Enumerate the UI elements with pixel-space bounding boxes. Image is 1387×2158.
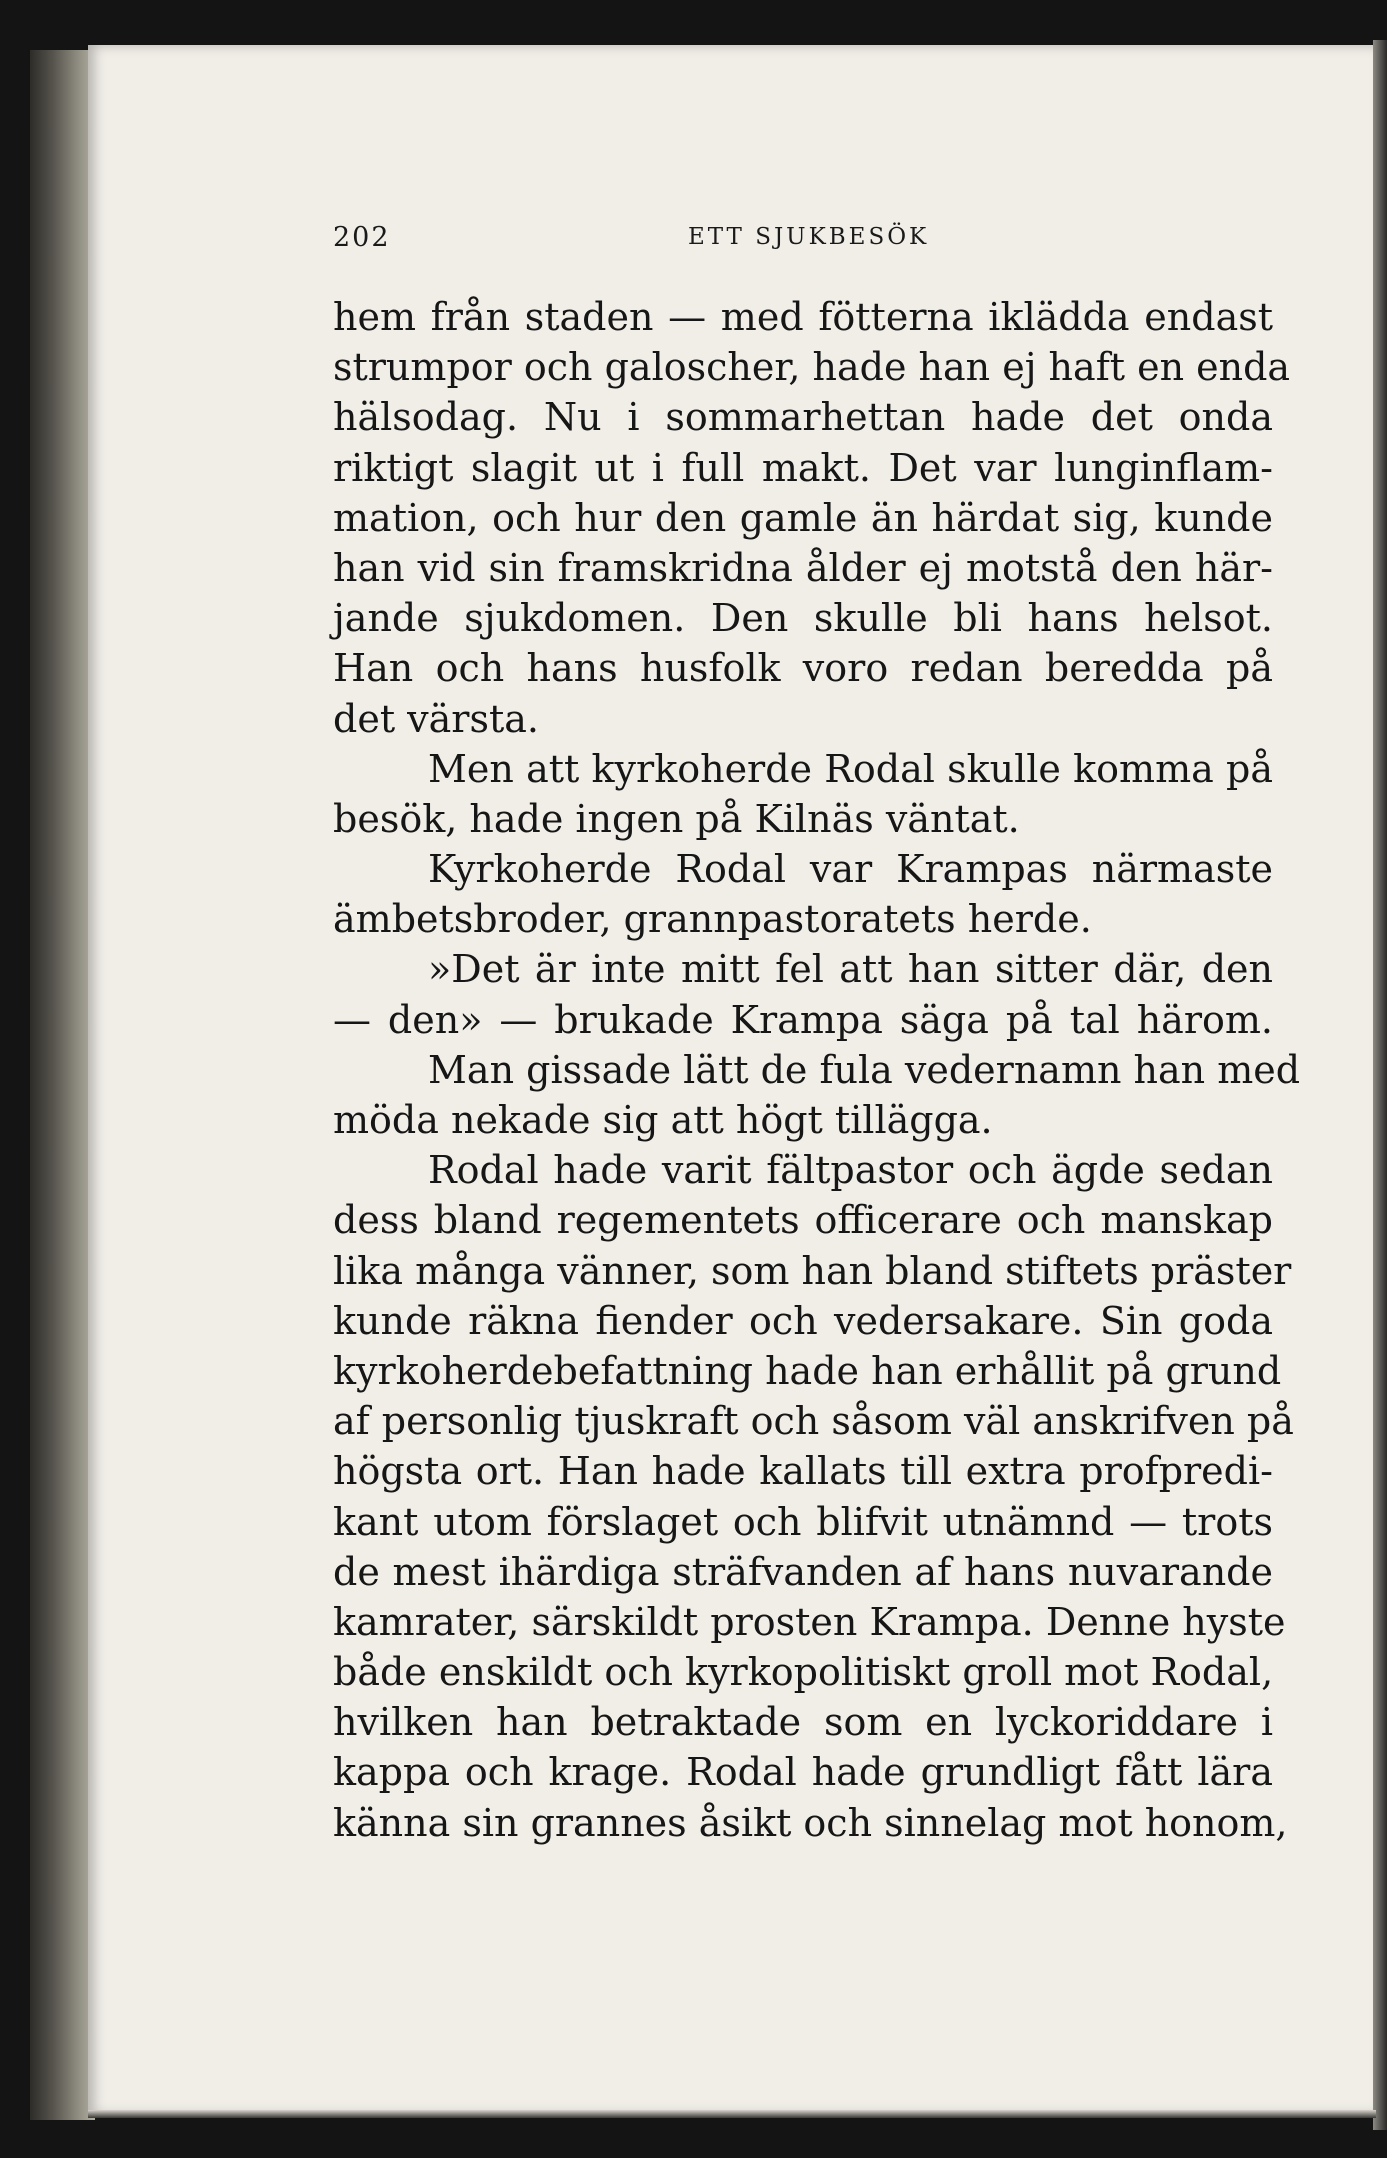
text-line: jande sjukdomen. Den skulle bli hans helsot. (333, 596, 1273, 641)
text-line: högsta ort. Han hade kallats till extra profpredi- (333, 1449, 1273, 1494)
text-line: kunde räkna fiender och vedersakare. Sin goda (333, 1298, 1273, 1343)
text-line: besök, hade ingen på Kilnäs väntat. (333, 796, 1020, 841)
text-line: Men att kyrkoherde Rodal skulle komma på (428, 746, 1273, 791)
text-line: strumpor och galoscher, hade han ej haft en enda (333, 345, 1291, 390)
text-line: Kyrkoherde Rodal var Krampas närmaste (428, 847, 1273, 892)
text-line: mation, och hur den gamle än härdat sig, kunde (333, 495, 1273, 540)
book-spine-edge (30, 50, 95, 2120)
body-text (333, 292, 1301, 1848)
text-line: de mest ihärdiga sträfvanden af hans nuvarande (333, 1549, 1273, 1594)
page-bottom-edge (88, 2110, 1376, 2118)
text-line: ämbetsbroder, grannpastoratets herde. (333, 897, 1092, 942)
text-line: hälsodag. Nu i sommarhettan hade det onda (333, 395, 1273, 440)
text-line: Man gissade lätt de fula vedernamn han med (428, 1047, 1301, 1092)
text-line: dess bland regementets officerare och manskap (333, 1198, 1273, 1243)
text-line: hem från staden — med fötterna iklädda endast (333, 295, 1273, 339)
text-line: »Det är inte mitt fel att han sitter där, den (428, 947, 1273, 992)
text-line: Han och hans husfolk voro redan beredda på (333, 646, 1273, 691)
text-line: Rodal hade varit fältpastor och ägde sedan (428, 1148, 1273, 1193)
text-line: hvilken han betraktade som en lyckoriddare i (333, 1700, 1273, 1745)
text-line: känna sin grannes åsikt och sinnelag mot honom, (333, 1800, 1288, 1845)
text-line: kyrkoherdebefattning hade han erhållit på grund (333, 1348, 1282, 1393)
text-line: — den» — brukade Krampa säga på tal härom. (333, 997, 1273, 1042)
text-line: det värsta. (333, 696, 539, 741)
text-line: han vid sin framskridna ålder ej motstå den här- (333, 545, 1273, 590)
page-right-edge (1373, 40, 1387, 2130)
page-header (333, 222, 1263, 262)
text-line: lika många vänner, som han bland stiftets präster (333, 1248, 1292, 1293)
text-line: kamrater, särskildt prosten Krampa. Denne hyste (333, 1599, 1286, 1644)
text-line: kant utom förslaget och blifvit utnämnd — trots (333, 1499, 1273, 1544)
running-title: ETT SJUKBESÖK (688, 224, 930, 250)
page-number: 202 (333, 222, 391, 253)
text-line: både enskildt och kyrkopolitiskt groll mot Rodal, (333, 1650, 1274, 1695)
text-line: af personlig tjuskraft och såsom väl anskrifven på (333, 1399, 1294, 1444)
text-line: riktigt slagit ut i full makt. Det var lunginflam- (333, 445, 1273, 490)
text-line: möda nekade sig att högt tillägga. (333, 1098, 993, 1142)
text-line: kappa och krage. Rodal hade grundligt fått lära (333, 1750, 1273, 1795)
